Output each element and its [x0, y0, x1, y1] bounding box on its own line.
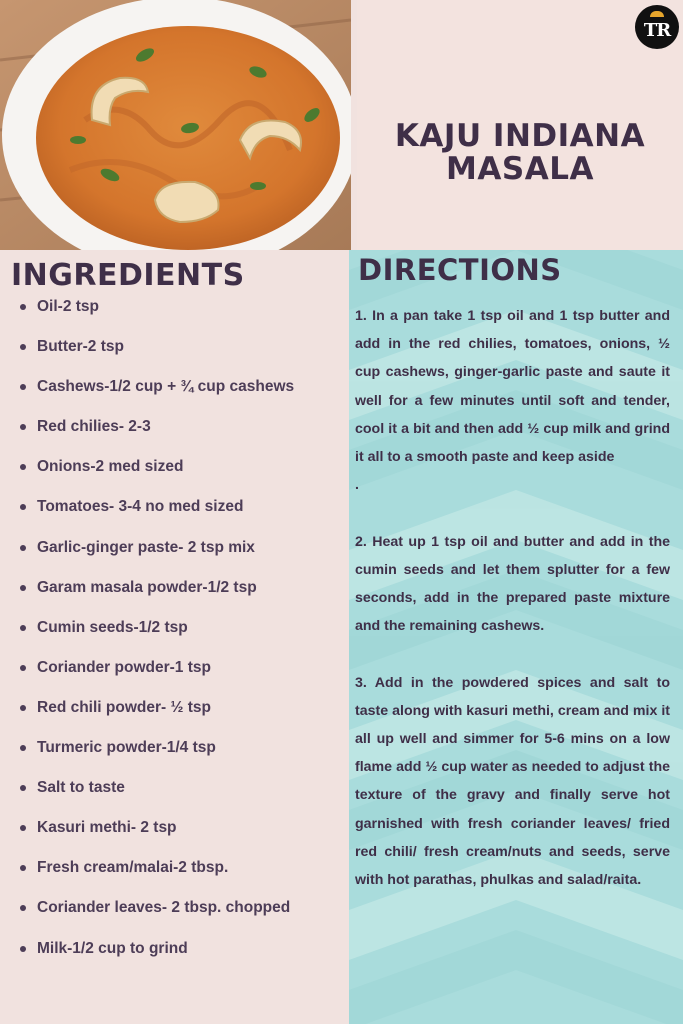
ingredient-item: Coriander powder-1 tsp [0, 648, 294, 688]
recipe-title-line-2: MASALA [446, 151, 594, 187]
ingredient-item: Tomatoes- 3-4 no med sized [0, 487, 294, 527]
direction-step-2: 2. Heat up 1 tsp oil and butter and add in the cumin seeds and let them splutter for a few seconds, add in the prepared paste mixture and the remaining cashews. [355, 533, 670, 635]
recipe-title [357, 120, 683, 186]
title-panel [357, 0, 683, 250]
curry-bowl-photo [0, 0, 351, 250]
ingredient-item: Salt to taste [0, 768, 294, 808]
ingredient-item: Cashews-1/2 cup + ¾ cup cashews [0, 367, 294, 407]
ingredients-list [0, 287, 294, 969]
brand-logo [635, 5, 679, 49]
logo-text: TR [643, 19, 671, 41]
directions-body [355, 302, 670, 894]
direction-step-1: 1. In a pan take 1 tsp oil and 1 tsp butter and add in the red chilies, tomatoes, onions, ½ cup cashews, ginger-garlic paste and saute it well for a few minutes until soft and tender, cool it a bit and then add ½ cup milk and grind it all to a smooth paste and keep aside [355, 308, 670, 466]
ingredients-panel [0, 250, 349, 1024]
ingredient-item: Red chili powder- ½ tsp [0, 688, 294, 728]
recipe-title-line-1: KAJU INDIANA [394, 118, 646, 154]
sun-icon [650, 11, 664, 17]
ingredient-item: Coriander leaves- 2 tbsp. chopped [0, 888, 294, 928]
ingredient-item: Fresh cream/malai-2 tbsp. [0, 848, 294, 888]
ingredients-heading: INGREDIENTS [11, 258, 245, 293]
ingredient-item: Garam masala powder-1/2 tsp [0, 568, 294, 608]
ingredient-item: Turmeric powder-1/4 tsp [0, 728, 294, 768]
ingredient-item: Butter-2 tsp [0, 327, 294, 367]
directions-panel [349, 250, 683, 1024]
ingredient-item: Onions-2 med sized [0, 447, 294, 487]
ingredient-item: Red chilies- 2-3 [0, 407, 294, 447]
ingredient-item: Garlic-ginger paste- 2 tsp mix [0, 528, 294, 568]
ingredient-item: Oil-2 tsp [0, 287, 294, 327]
ingredient-item: Cumin seeds-1/2 tsp [0, 608, 294, 648]
direction-step-3: 3. Add in the powdered spices and salt to taste along with kasuri methi, cream and mix it all up well and simmer for 5-6 mins on a low flame add ½ cup water as needed to adjust the texture of the gravy and finally serve hot garnished with fresh coriander leaves/ fried red chili/ fresh cream/nuts and seeds, serve with hot parathas, phulkas and salad/raita. [355, 674, 670, 889]
direction-step-1-end: . [355, 477, 359, 494]
directions-heading: DIRECTIONS [358, 253, 562, 287]
ingredient-item: Kasuri methi- 2 tsp [0, 808, 294, 848]
ingredient-item: Milk-1/2 cup to grind [0, 929, 294, 969]
